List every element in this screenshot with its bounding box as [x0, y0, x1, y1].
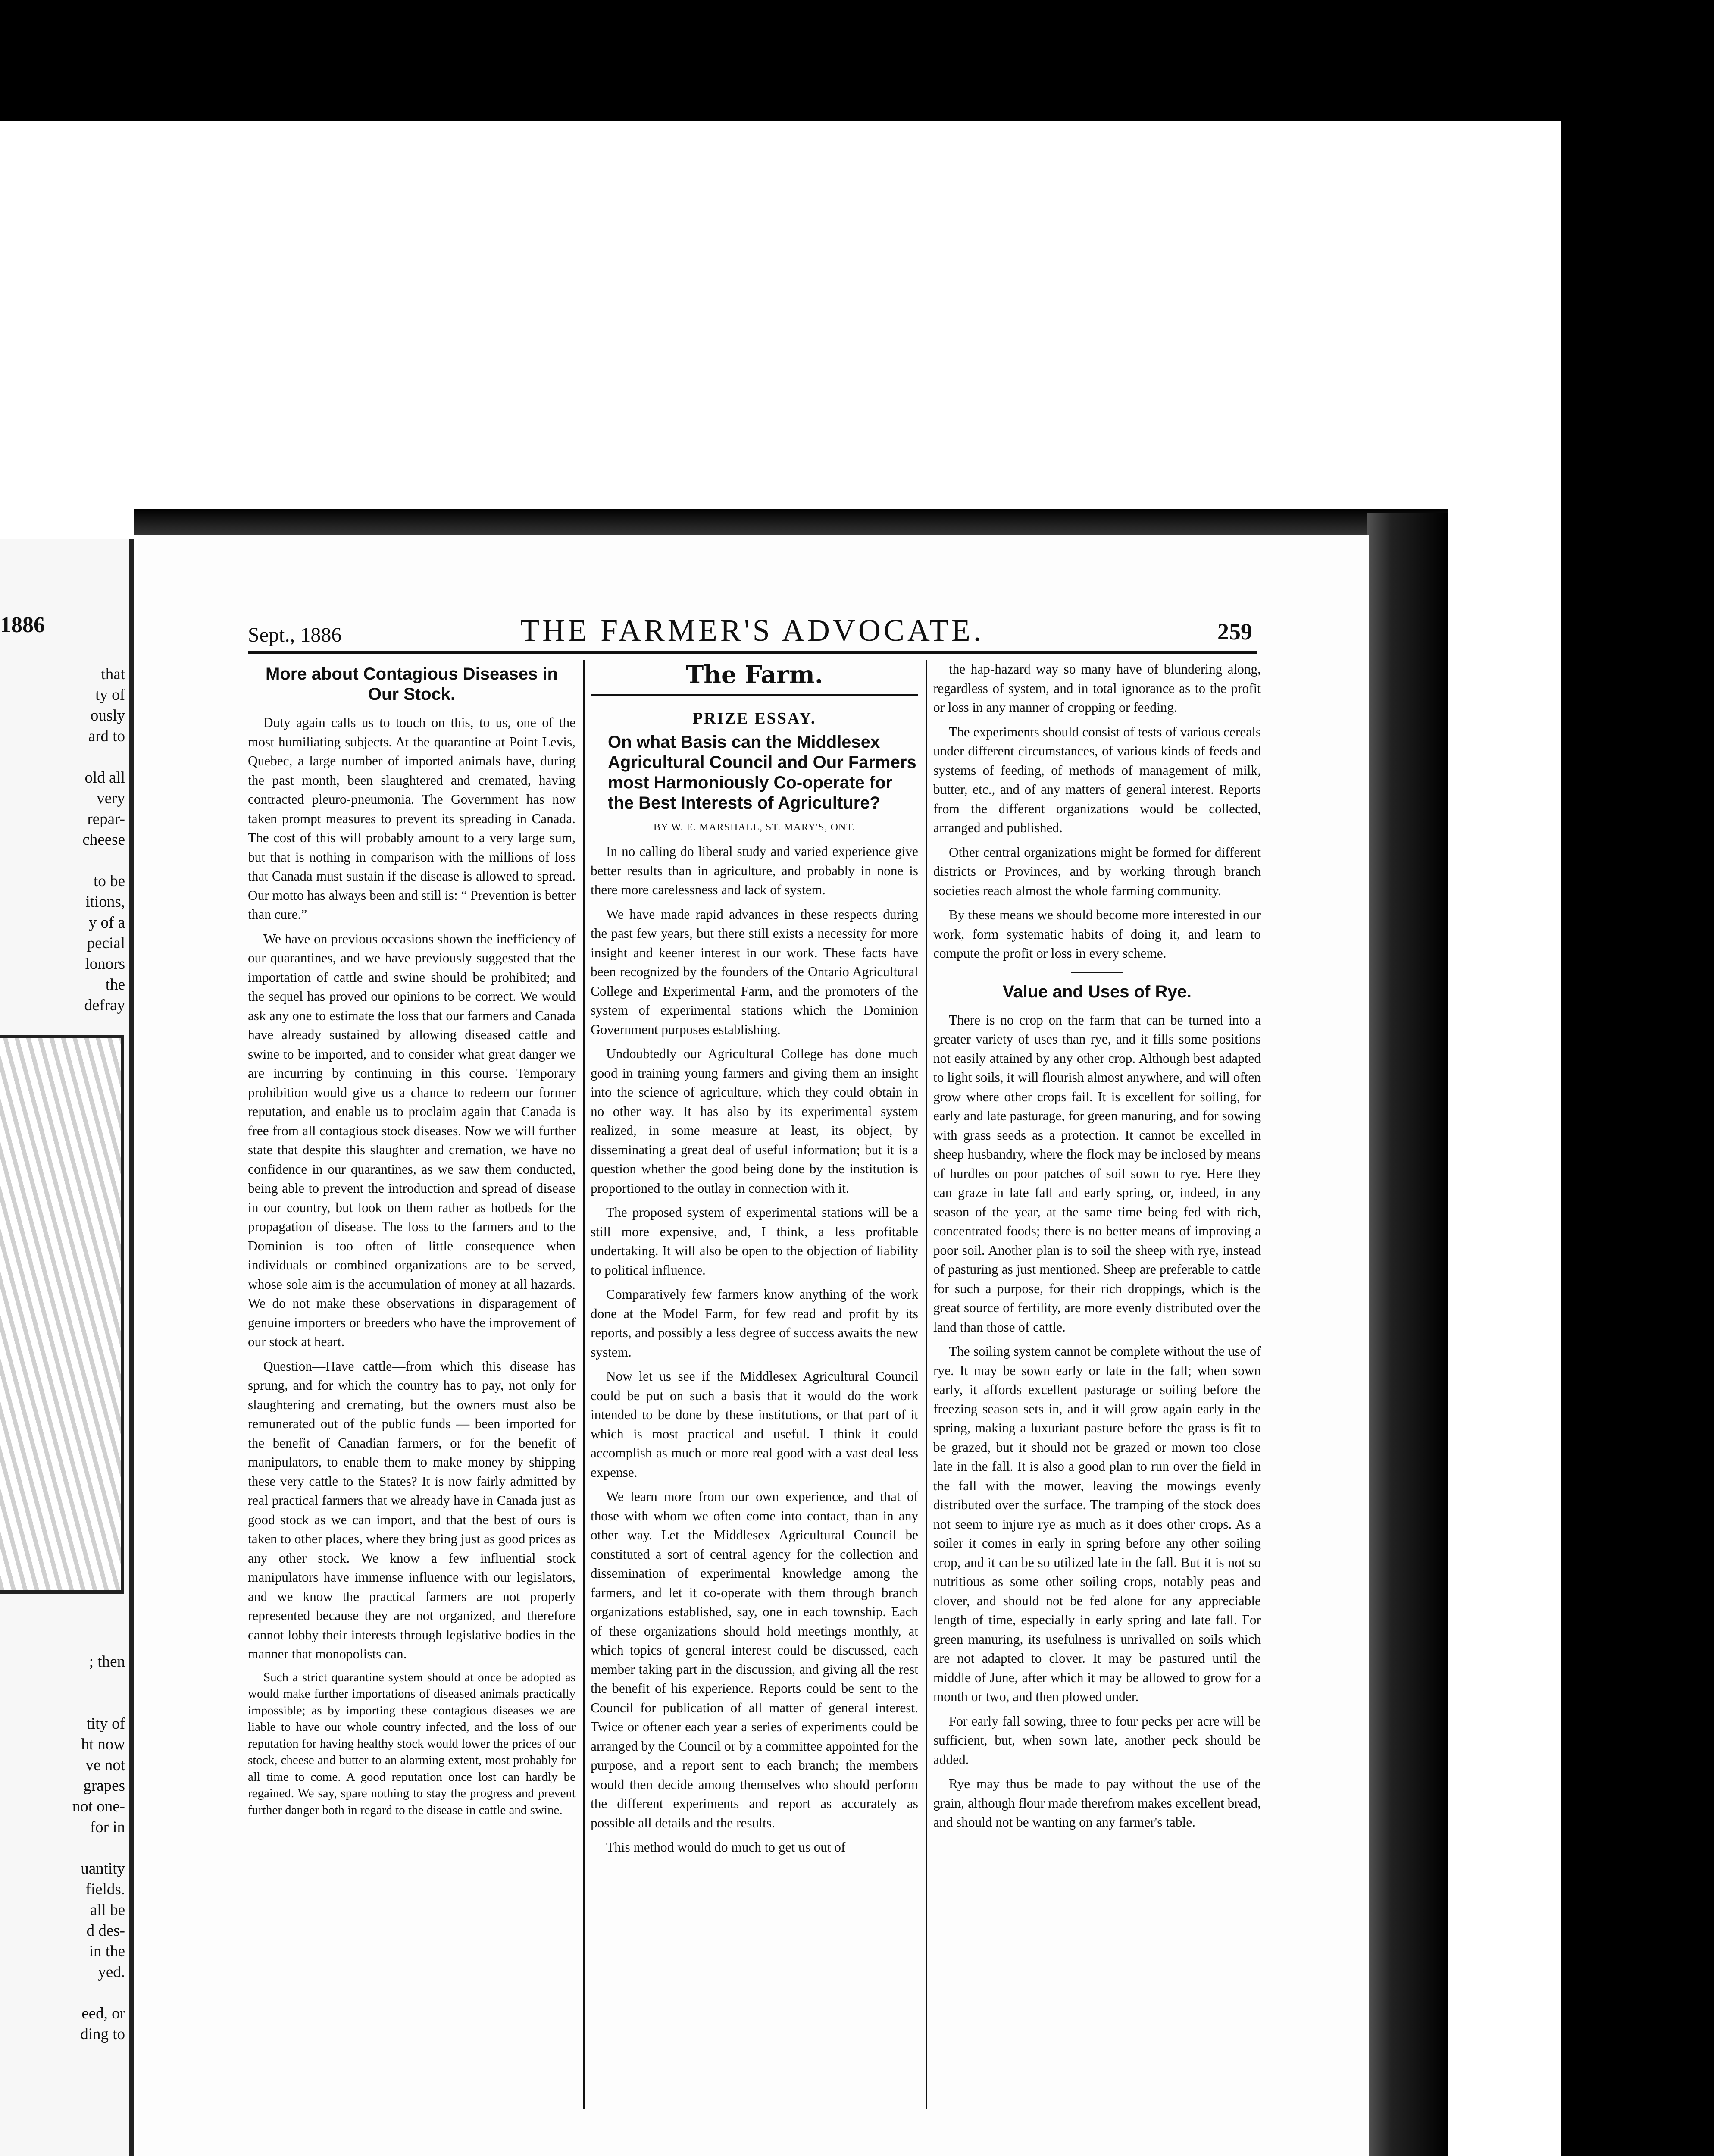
- article-body: [933, 1011, 1261, 1832]
- page-number: 259: [1217, 619, 1252, 645]
- header-date: Sept., 1886: [248, 624, 342, 646]
- essay-label: PRIZE ESSAY.: [692, 709, 816, 727]
- column-prize-essay: [591, 660, 918, 2109]
- article-paragraph: We have on previous occasions shown the inefficiency of our quarantines, and we have previously suggested that the importation of cattle and swine should be prohibited; and the sequel has proved our opinions to be correct. We would ask any one to estimate the loss that our farmers and Canada have already sustained by allowing diseased cattle and swine to be imported, and to consider what great danger we are incurring by continuing in this course. Temporary prohibition would give us a chance to redeem our former reputation, and enable us to proclaim again that Canada is free from all contagious stock diseases. Now we will further state that despite this slaughter and cremation, we have no confidence in our quarantines, as we saw them conducted, being able to prevent the introduction and spread of disease in our country, but look on them rather as hotbeds for the propagation of disease. The loss to the farmers and to the Dominion is too often of little consequence when individuals or combined organizations are to be served, whose sole aim is the accumulation of money at all hazards. We do not make these observations in disparagement of genuine importers or breeders who have the improvement of our stock at heart.: [248, 931, 576, 1349]
- previous-page-line: ; then: [89, 1653, 125, 1670]
- previous-page-line: not one-: [72, 1798, 125, 1815]
- article-title-contagious-diseases: More about Contagious Diseases in Our Stock.: [266, 664, 558, 704]
- previous-page-line: pecial: [87, 934, 125, 952]
- previous-page-line: ously: [90, 707, 125, 724]
- article-paragraph: In no calling do liberal study and varied experience give better results than in agriculture, and probably in none is there more carelessness and lack of system.: [591, 844, 918, 897]
- previous-page-line: ht now: [81, 1736, 125, 1753]
- column-divider: [583, 660, 585, 2109]
- previous-page-illustration: [0, 1035, 124, 1594]
- previous-page-line: grapes: [83, 1777, 125, 1795]
- column-rye: [933, 660, 1261, 2109]
- article-paragraph: We have made rapid advances in these respects during the past few years, but there still exists a necessity for more insight and keener interest in our work. These facts have been recognized by the founders of the Ontario Agricultural College and Experimental Farm, and the promoters of the system of experimental stations which the Dominion Government purposes establishing.: [591, 906, 918, 1037]
- previous-page-fragment: [0, 539, 134, 2156]
- article-paragraph: The soiling system cannot be complete without the use of rye. It may be sown early or late in the fall; when sown early, it affords excellent pasturage or soiling before the freezing season sets in, and it will grow again early in the spring, making a luxuriant pasture before the grass is fit to be grazed, but it should not be grazed or mown too close late in the fall. It is also a good plan to run over the field in the fall with the mower, leaving the mowings evenly distributed over the surface. The tramping of the stock does not seem to injure rye as much as it does other crops. As a soiler it comes in early in spring before any other soiling crop, and it can be so utilized late in the fall. But it is not so nutritious as some other soiling crops, notably peas and clover, and should not be fed alone for any appreciable length of time, especially in early spring and late fall. For green manuring, its usefulness is unrivalled on soils which are not adapted to clover. It may be pastured until the middle of June, after which it may be allowed to grow for a month or two, and then plowed under.: [933, 1344, 1261, 1704]
- article-body: [248, 713, 576, 1664]
- previous-page-line: in the: [89, 1943, 125, 1960]
- article-paragraph: Comparatively few farmers know anything of the work done at the Model Farm, for few read and profit by its reports, and possibly a less degree of success awaits the new system.: [591, 1287, 918, 1360]
- previous-page-line: y of a: [88, 914, 125, 931]
- previous-page-line: the: [105, 976, 125, 993]
- previous-page-line: ding to: [80, 2025, 125, 2043]
- article-paragraph: We learn more from our own experience, and that of those with whom we often come into contact, than in any other way. Let the Middlesex Agricultural Council be constituted a sort of central agency for the collection and dissemination of experimental knowledge among the farmers, and let it co-operate with them through branch organizations established, say, one in each township. Each of these organizations should hold meetings monthly, at which topics of general interest could be discussed, each member taking part in the discussion, and giving all the rest the benefit of his experience. Reports could be sent to the Council for publication of all matter of general interest. Twice or oftener each year a series of experiments could be arranged by the Council or by a committee appointed for the purpose, and a report sent to each branch; the members would then decide among themselves who should perform the different experiments and report as accurately as possible all details and the results.: [591, 1489, 918, 1830]
- previous-page-line: very: [97, 790, 125, 807]
- article-paragraph: This method would do much to get us out of: [606, 1839, 846, 1855]
- newspaper-page: [138, 535, 1369, 2156]
- previous-page-line: defray: [84, 997, 125, 1014]
- article-paragraph: By these means we should become more interested in our work, form systematic habits of doing it, and learn to compute the profit or loss in every scheme.: [933, 907, 1261, 961]
- article-paragraph: For early fall sowing, three to four pecks per acre will be sufficient, but, when sown late, another peck should be added.: [933, 1713, 1261, 1767]
- previous-page-line: to be: [94, 872, 125, 890]
- column-contagious-diseases: [248, 660, 576, 2109]
- article-divider: [1071, 972, 1123, 973]
- previous-page-line: that: [101, 665, 125, 683]
- previous-page-line: itions,: [85, 893, 125, 911]
- previous-page-line: old all: [84, 769, 125, 787]
- previous-page-line: ty of: [95, 686, 125, 704]
- article-paragraph: Other central organizations might be formed for different districts or Provinces, and by working through branch societies reach almost the whole farming community.: [933, 844, 1261, 898]
- previous-page-line: uantity: [81, 1860, 125, 1877]
- page-header: [248, 612, 1257, 654]
- scan-right-band: [1561, 112, 1714, 2156]
- previous-page-line: lonors: [85, 955, 125, 973]
- article-paragraph: Question—Have cattle—from which this disease has sprung, and for which the country has to pay, not only for slaughtering and cremating, but the owners must also be remunerated out of the public funds — been imported for the benefit of Canadian farmers, or for the benefit of manipulators, to enable them to make money by shipping these very cattle to the States? It is now fairly admitted by real practical farmers that we already have in Canada just as good stock as we can import, and that the best of ours is taken to other places, where they bring just as good prices as any other stock. We know a few influential stock manipulators have immense influence with our legislators, and we know the practical farmers are not properly represented because they are not organized, and therefore cannot lobby their interests through legislative bodies in the manner that monopolists can.: [248, 1358, 576, 1661]
- article-title-value-of-rye: Value and Uses of Rye.: [1003, 982, 1192, 1001]
- previous-page-line: eed, or: [81, 2005, 125, 2022]
- scan-top-band: [0, 0, 1714, 121]
- previous-page-line: fields.: [85, 1880, 125, 1898]
- previous-page-line: repar-: [87, 810, 125, 828]
- article-body-continued: [933, 660, 1261, 963]
- article-paragraph: The experiments should consist of tests of various cereals under different circumstances, of various kinds of feeds and systems of feeding, of methods of management of milk, butter, etc., and of any matters of general interest. Reports from the different organizations would be collected, arranged and published.: [933, 724, 1261, 835]
- book-shadow-top: [134, 509, 1448, 535]
- column-divider: [926, 660, 927, 2109]
- previous-page-line: ve not: [85, 1756, 125, 1774]
- previous-page-line: d des-: [86, 1922, 125, 1940]
- previous-page-line: for in: [90, 1818, 125, 1836]
- article-paragraph: Such a strict quarantine system should at once be adopted as would make further importations of diseased animals practically impossible; as by importing these contagious diseases we are liable to have our whole country infected, and the loss of our reputation for having healthy stock would lower the prices of our stock, cheese and butter to an alarming extent, most probably for all time to come. A good reputation once lost can hardly be regained. We say, spare nothing to stay the progress and prevent further danger both in regard to the disease in cattle and swine.: [248, 1670, 576, 1817]
- section-divider: [591, 694, 918, 699]
- masthead-title: THE FARMER'S ADVOCATE.: [520, 613, 984, 648]
- article-paragraph: Rye may thus be made to pay without the use of the grain, although flour made therefrom makes excellent bread, and should not be wanting on any farmer's table.: [933, 1776, 1261, 1830]
- article-paragraph: the hap-hazard way so many have of blundering along, regardless of system, and in total ignorance as to the profit or loss in any manner of cropping or feeding.: [933, 661, 1261, 715]
- article-paragraph: Now let us see if the Middlesex Agricultural Council could be put on such a basis that it would do the work intended to be done by these institutions, or that part of it which is most practical and useful. I think it could accomplish as much or more real good with a vast deal less expense.: [591, 1369, 918, 1480]
- article-paragraph: Undoubtedly our Agricultural College has done much good in training young farmers and giving them an insight into the science of agriculture, which they could obtain in no other way. It has also by its experimental system realized, in some measure at least, its object, by disseminating a great deal of useful information; but it is a question whether the good being done by the institution is proportioned to the outlay in connection with it.: [591, 1046, 918, 1196]
- book-edge: [1367, 513, 1448, 2156]
- article-byline: BY W. E. MARSHALL, ST. MARY'S, ONT.: [653, 822, 856, 833]
- article-paragraph: Duty again calls us to touch on this, to us, one of the most humiliating subjects. At the quarantine at Point Levis, Quebec, a large number of imported animals have, during the past month, been slaughtered and cremated, having contracted pleuro-pneumonia. The Government has now taken prompt measures to prevent its spreading in Canada. The cost of this will probably amount to a very large sum, but that is nothing in comparison with the millions of loss that Canada must sustain if the disease is allowed to spread. Our motto has always been and still is: “ Prevention is better than cure.”: [248, 715, 576, 922]
- previous-page-line: cheese: [82, 831, 125, 849]
- article-title-prize-essay: On what Basis can the Middlesex Agricultural Council and Our Farmers most Harmoniously Co-operate for the Best Interests of Agriculture?: [608, 733, 916, 812]
- previous-page-line: tity of: [86, 1715, 125, 1733]
- previous-page-line: all be: [90, 1901, 125, 1919]
- article-paragraph: There is no crop on the farm that can be turned into a greater variety of uses than rye, and it fills some positions not easily attained by any other crop. Although best adapted to light soils, it will flourish almost anywhere, and will often grow where other crops fail. It is excellent for soiling, for early and late pasturage, for green manuring, and for sowing with grass seeds as a protection. It cannot be excelled in sheep husbandry, where the flock may be inclosed by means of hurdles on poor patches of soil sown to rye. Here they can graze in late fall and early spring, or, indeed, in any season of the year, at the same time being fed with rich, concentrated foods; there is no better means of improving a poor soil. Another plan is to soil the sheep with rye, instead of pasturing as just mentioned. Sheep are preferable to cattle for such a purpose, for their rich droppings, which is the great source of fertility, are more evenly distributed over the land than those of cattle.: [933, 1012, 1261, 1335]
- previous-page-date: 1886: [0, 613, 45, 637]
- previous-page-line: ard to: [88, 727, 125, 745]
- article-paragraph: The proposed system of experimental stations will be a still more expensive, and, I think, a less profitable undertaking. It will also be open to the objection of liability to political influence.: [591, 1205, 918, 1278]
- section-head-the-farm: The Farm.: [685, 661, 823, 689]
- article-body: [591, 842, 918, 1857]
- previous-page-line: yed.: [98, 1963, 125, 1981]
